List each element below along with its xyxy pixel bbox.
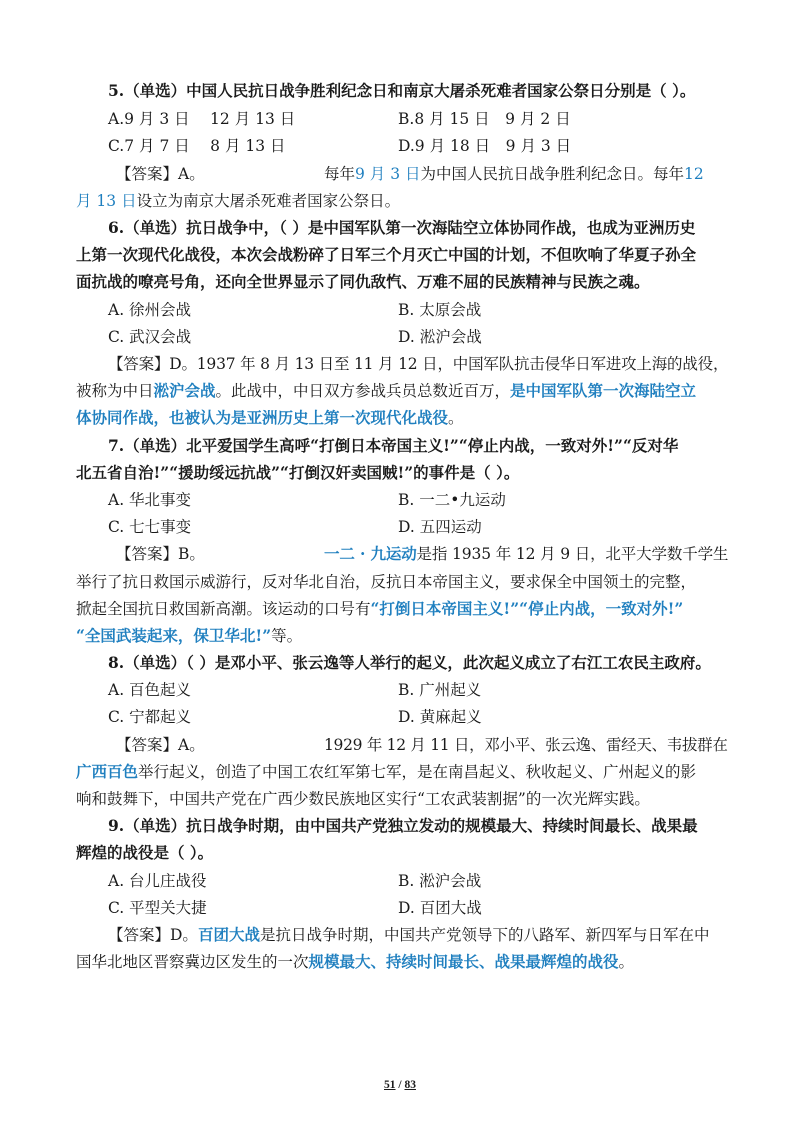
question-8-option-b: B. 广州起义	[398, 681, 482, 699]
question-5-option-d: D.9 月 18 日 9 月 3 日	[398, 137, 572, 155]
page-current: 51	[384, 1079, 396, 1091]
question-9-option-c: C. 平型关大捷	[108, 899, 207, 917]
page-number	[0, 1079, 800, 1091]
question-5-option-c: C.7 月 7 日 8 月 13 日	[108, 137, 286, 155]
question-6-option-c: C. 武汉会战	[108, 328, 192, 346]
question-7-option-a: A. 华北事变	[108, 491, 192, 509]
question-8-option-a: A. 百色起义	[108, 681, 192, 699]
question-5-stem: 5.（单选）中国人民抗日战争胜利纪念日和南京大屠杀死难者国家公祭日分别是（ ）。	[108, 81, 696, 100]
question-7-stem-line-1: 7.（单选）北平爱国学生高呼“打倒日本帝国主义!”“停止内战，一致对外!”“反对华	[108, 436, 679, 455]
question-9-stem-line-1: 9.（单选）抗日战争时期，由中国共产党独立发动的规模最大、持续时间最长、战果最	[108, 816, 698, 835]
question-6-answer-line-2: 被称为中日淞沪会战。此战中，中日双方参战兵员总数近百万，是中国军队第一次海陆空立	[76, 381, 697, 400]
question-8-stem: 8.（单选）（ ）是邓小平、张云逸等人举行的起义，此次起义成立了右江工农民主政府。	[108, 653, 711, 672]
question-7-answer-line-1: 一二 · 九运动是指 1935 年 12 月 9 日，北平大学数千学生	[324, 544, 729, 563]
question-7-answer-label: 【答案】B。	[116, 545, 205, 563]
question-8-option-c: C. 宁都起义	[108, 708, 192, 726]
question-8-answer-label: 【答案】A。	[116, 736, 205, 754]
question-5-answer-label: 【答案】A。	[116, 165, 205, 183]
question-9-stem-line-2: 辉煌的战役是（ ）。	[76, 843, 214, 862]
question-5-option-a: A.9 月 3 日 12 月 13 日	[108, 110, 296, 128]
question-9-option-a: A. 台儿庄战役	[108, 872, 207, 890]
question-6-option-a: A. 徐州会战	[108, 301, 192, 319]
question-6-stem-line-3: 面抗战的嘹亮号角，还向全世界显示了同仇敌忾、万难不屈的民族精神与民族之魂。	[76, 272, 650, 291]
question-6-answer-line-3: 体协同作战，也被认为是亚洲历史上第一次现代化战役。	[76, 408, 464, 427]
question-9-option-d: D. 百团大战	[398, 899, 482, 917]
question-8-option-d: D. 黄麻起义	[398, 708, 482, 726]
question-6-answer-line-1: 【答案】D。1937 年 8 月 13 日至 11 月 12 日，中国军队抗击侵华日军进攻上海的战役，	[108, 355, 729, 373]
question-5-option-b: B.8 月 15 日 9 月 2 日	[398, 110, 571, 128]
question-6-option-b: B. 太原会战	[398, 301, 482, 319]
question-7-option-d: D. 五四运动	[398, 518, 482, 536]
question-7-answer-line-4: “全国武装起来，保卫华北!”等。	[76, 626, 303, 645]
question-6-stem-line-2: 上第一次现代化战役，本次会战粉碎了日军三个月灭亡中国的计划，不但吹响了华夏子孙全	[76, 245, 697, 264]
question-7-answer-line-3: 掀起全国抗日救国新高潮。该运动的口号有“打倒日本帝国主义!”“停止内战，一致对外!”	[76, 599, 684, 618]
question-7-answer-line-2: 举行了抗日救国示威游行，反对华北自治，反抗日本帝国主义，要求保全中国领土的完整，	[76, 573, 697, 591]
question-9-option-b: B. 淞沪会战	[398, 872, 482, 890]
question-7-stem-line-2: 北五省自治!”“援助绥远抗战”“打倒汉奸卖国贼!”的事件是（ ）。	[76, 463, 520, 482]
page-separator: /	[395, 1079, 405, 1091]
question-9-answer-line-1: 【答案】D。百团大战是抗日战争时期，中国共产党领导下的八路军、新四军与日军在中	[108, 925, 710, 944]
question-8-answer-line-2: 广西百色举行起义，创造了中国工农红军第七军，是在南昌起义、秋收起义、广州起义的影	[76, 762, 697, 781]
question-5-answer-line-1: 每年9 月 3 日为中国人民抗日战争胜利纪念日。每年12	[324, 165, 704, 183]
question-7-option-c: C. 七七事变	[108, 518, 192, 536]
question-6-option-d: D. 淞沪会战	[398, 328, 482, 346]
question-9-answer-line-2: 国华北地区晋察冀边区发生的一次规模最大、持续时间最长、战果最辉煌的战役。	[76, 952, 635, 971]
question-8-answer-line-1: 1929 年 12 月 11 日，邓小平、张云逸、雷经天、韦拔群在	[324, 736, 728, 754]
question-7-option-b: B. 一二•九运动	[398, 491, 506, 509]
question-8-answer-line-3: 响和鼓舞下，中国共产党在广西少数民族地区实行“工农武装割据”的一次光辉实践。	[76, 790, 650, 808]
question-5-answer-line-2: 月 13 日设立为南京大屠杀死难者国家公祭日。	[76, 192, 401, 210]
page-total: 83	[404, 1079, 416, 1091]
question-6-stem-line-1: 6.（单选）抗日战争中，（ ）是中国军队第一次海陆空立体协同作战，也成为亚洲历史	[108, 218, 696, 237]
